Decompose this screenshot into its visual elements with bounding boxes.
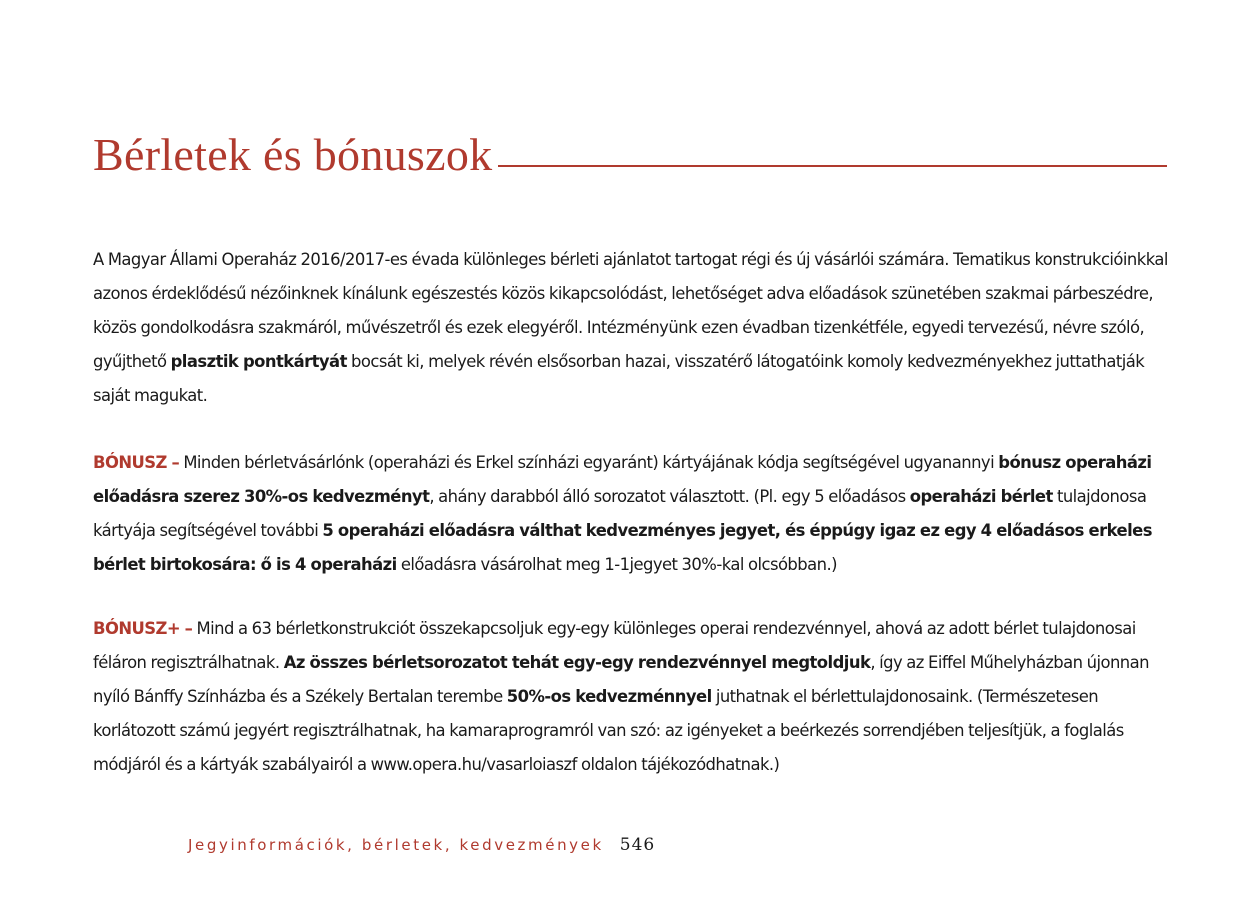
bonus-plus-emphasis-1: Az összes bérletsorozatot tehát egy-egy rendezvénnyel megtoldjuk <box>283 653 871 672</box>
bonus-text-2: , ahány darabból álló sorozatot választott. (Pl. egy 5 előadásos <box>429 487 906 506</box>
bonus-plus-text-2: , így az Eiffel Műhelyházban újonnan nyíló Bánffy Színházba és a Székely Bertalan terembe <box>93 653 1149 706</box>
bonus-emphasis-3: 5 operaházi előadásra válthat kedvezményes jegyet, és éppúgy igaz ez egy 4 előadásos erkeles bérlet birtokosára: ő is 4 operaházi <box>93 521 1152 574</box>
bonus-plus-text-3: juthatnak el bérlettulajdonosaink. (Természetesen korlátozott számú jegyért regisztrálhatnak, ha kamaraprogramról van szó: az igényeket a beérkezés sorrendjében teljesítjük, a foglalás módjáról és a kártyák szabályairól a www.opera.hu/vasarloiaszf oldalon tájékozódhatnak.) <box>93 687 1124 774</box>
bonus-plus-label: BÓNUSZ+ – <box>93 619 193 638</box>
intro-text-end: bocsát ki, melyek révén elsősorban hazai, visszatérő látogatóink komoly kedvezményekhez juttathatják saját magukat. <box>93 352 1145 405</box>
page-footer <box>188 835 655 855</box>
page-title: Bérletek és bónuszok <box>93 129 493 180</box>
title-row <box>93 118 1167 178</box>
bonus-text-3: tulajdonosa kártyája segítségével további <box>93 487 1147 540</box>
bonus-plus-paragraph <box>93 612 1171 782</box>
bonus-text-4: előadásra vásárolhat meg 1-1jegyet 30%-kal olcsóbban.) <box>400 555 837 574</box>
bonus-plus-text-1: Mind a 63 bérletkonstrukciót összekapcsoljuk egy-egy különleges operai rendezvénnyel, ahová az adott bérlet tulajdonosai féláron regisztrálhatnak. <box>93 619 1136 672</box>
bonus-text-1: Minden bérletvásárlónk (operaházi és Erkel színházi egyaránt) kártyájának kódja segítségével ugyanannyi <box>183 453 995 472</box>
bonus-paragraph <box>93 446 1171 582</box>
intro-text: A Magyar Állami Operaház 2016/2017-es évada különleges bérleti ajánlatot tartogat régi és új vásárlói számára. Tematikus konstrukcióinkkal azonos érdeklődésű nézőinknek kínálunk egészestés közös kikapcsolódást, lehetőséget adva előadások szünetében szakmai párbeszédre, közös gondolkodásra szakmáról, művészetről és ezek elegyéről. Intézményünk ezen évadban tizenkétféle, egyedi tervezésű, névre szóló, gyűjthető <box>93 250 1168 371</box>
page-number: 546 <box>619 835 656 855</box>
bonus-label: BÓNUSZ – <box>93 453 180 472</box>
footer-section-title: Jegyinformációk, bérletek, kedvezmények <box>188 836 604 854</box>
bonus-emphasis-1: bónusz operaházi előadásra szerez 30%-os kedvezményt <box>93 453 1152 506</box>
title-divider <box>498 165 1167 167</box>
intro-emphasis: plasztik pontkártyát <box>170 352 347 371</box>
bonus-emphasis-2: operaházi bérlet <box>909 487 1053 506</box>
bonus-plus-emphasis-2: 50%-os kedvezménnyel <box>506 687 712 706</box>
intro-paragraph <box>93 243 1171 413</box>
